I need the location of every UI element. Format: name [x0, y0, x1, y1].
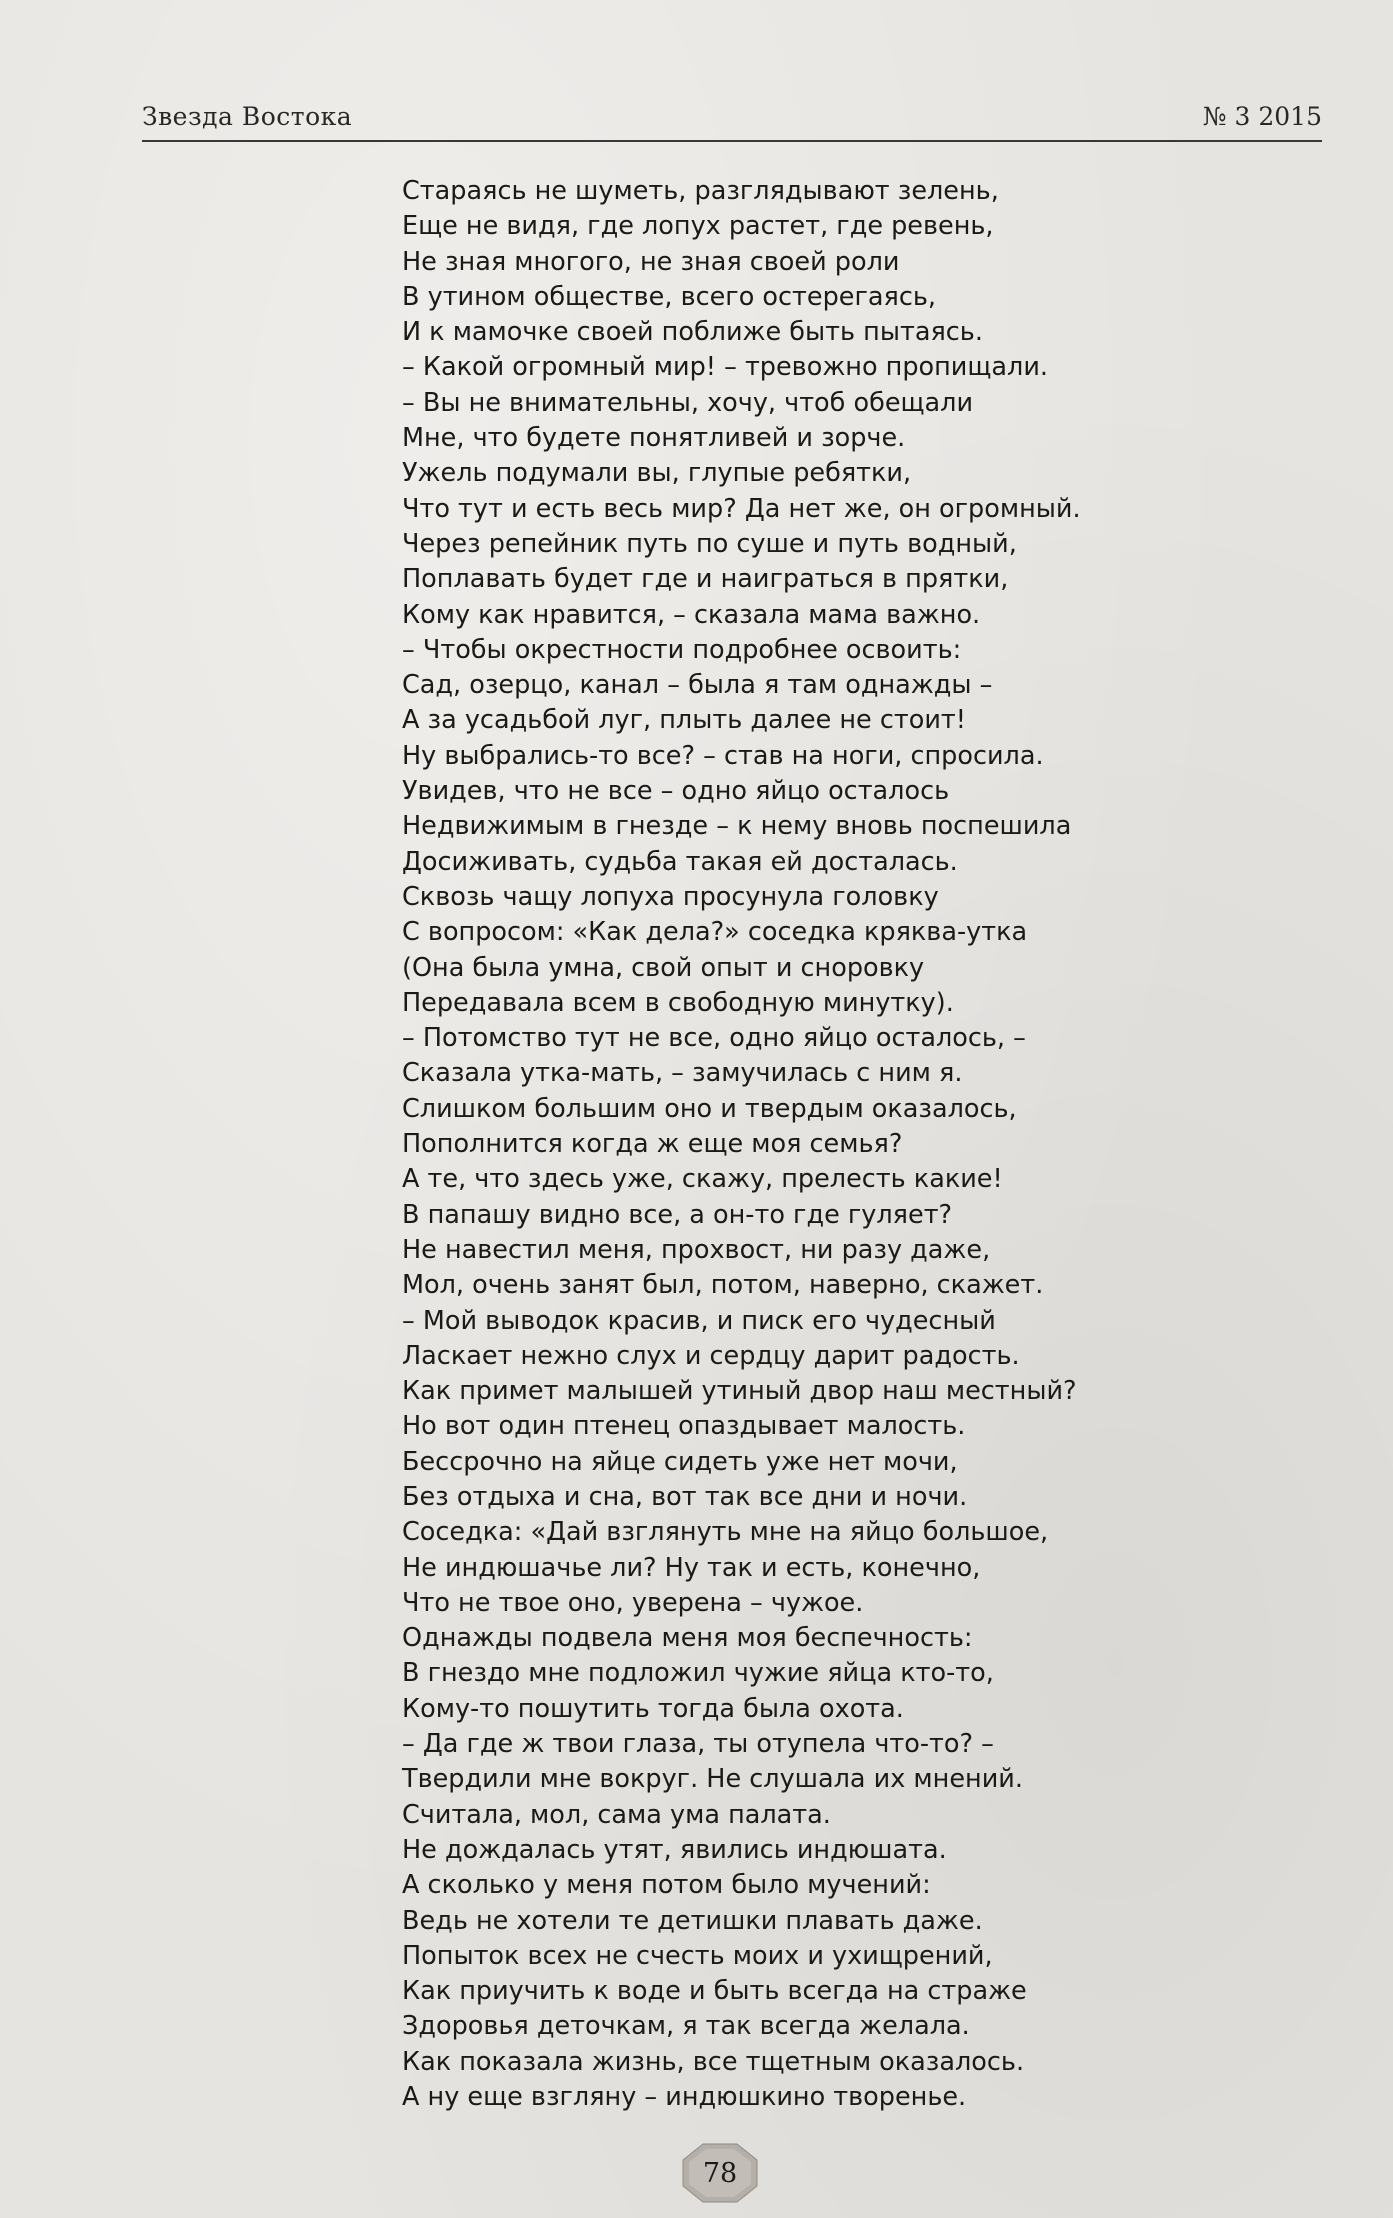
page-number-badge: [681, 2142, 759, 2204]
poem-line: (Она была умна, свой опыт и сноровку: [402, 952, 925, 983]
poem-line: Без отдыха и сна, вот так все дни и ночи.: [402, 1481, 968, 1512]
poem-line: Ну выбрались-то все? – став на ноги, спросила.: [402, 740, 1044, 771]
poem-line: Не зная многого, не зная своей роли: [402, 246, 900, 277]
poem-line: Но вот один птенец опаздывает малость.: [402, 1411, 966, 1442]
poem-line: Стараясь не шуметь, разглядывают зелень,: [402, 176, 999, 206]
poem-line: В утином обществе, всего остерегаясь,: [402, 281, 936, 312]
poem-line: Что не твое оно, уверена – чужое.: [402, 1587, 864, 1618]
poem-line: Поплавать будет где и наиграться в прятки,: [402, 564, 1009, 595]
poem-line: Однажды подвела меня моя беспечность:: [402, 1623, 973, 1654]
poem-line: И к мамочке своей поближе быть пытаясь.: [402, 317, 983, 348]
poem-line: Мне, что будете понятливей и зорче.: [402, 423, 906, 454]
poem-line: С вопросом: «Как дела?» соседка кряква-утка: [402, 917, 1028, 948]
poem-line: Ласкает нежно слух и сердцу дарит радость.: [402, 1340, 1020, 1371]
poem-line: А те, что здесь уже, скажу, прелесть какие!: [402, 1164, 1003, 1195]
poem-line: Увидев, что не все – одно яйцо осталось: [402, 776, 950, 807]
poem-line: Кому-то пошутить тогда была охота.: [402, 1693, 904, 1724]
poem-line: А за усадьбой луг, плыть далее не стоит!: [402, 705, 966, 736]
poem-line: Не дождалась утят, явились индюшата.: [402, 1834, 947, 1865]
poem-line: В гнездо мне подложил чужие яйца кто-то,: [402, 1658, 994, 1689]
poem-line: Через репейник путь по суше и путь водный,: [402, 528, 1017, 559]
poem-line: Еще не видя, где лопух растет, где ревень,: [402, 211, 994, 242]
page-number: 78: [702, 2158, 738, 2189]
poem-line: Как примет малышей утиный двор наш местный?: [402, 1376, 1077, 1407]
poem-line: Твердили мне вокруг. Не слушала их мнений.: [402, 1764, 1023, 1795]
poem-line: А сколько у меня потом было мучений:: [402, 1870, 931, 1901]
poem-line: – Какой огромный мир! – тревожно пропищали.: [402, 352, 1048, 383]
poem-line: – Мой выводок красив, и писк его чудесный: [402, 1305, 996, 1336]
poem-line: Не индюшачье ли? Ну так и есть, конечно,: [402, 1552, 981, 1583]
poem-line: Не навестил меня, прохвост, ни разу даже,: [402, 1234, 991, 1265]
poem-line: Здоровья деточкам, я так всегда желала.: [402, 2011, 970, 2042]
poem-line: – Чтобы окрестности подробнее освоить:: [402, 634, 962, 665]
poem-line: Соседка: «Дай взглянуть мне на яйцо большое,: [402, 1517, 1049, 1548]
journal-title: Звезда Востока: [142, 102, 353, 131]
poem-line: Ужель подумали вы, глупые ребятки,: [402, 458, 912, 489]
issue-number: № 3 2015: [1202, 102, 1322, 131]
poem-line: Сад, озерцо, канал – была я там однажды –: [402, 670, 993, 701]
poem-line: Бессрочно на яйце сидеть уже нет мочи,: [402, 1446, 958, 1477]
poem-line: Сказала утка-мать, – замучилась с ним я.: [402, 1058, 963, 1089]
poem-line: Передавала всем в свободную минутку).: [402, 987, 954, 1018]
poem-line: – Вы не внимательны, хочу, чтоб обещали: [402, 387, 974, 418]
poem-line: – Да где ж твои глаза, ты отупела что-то? –: [402, 1729, 994, 1760]
poem-line: Попыток всех не счесть моих и ухищрений,: [402, 1940, 993, 1971]
header-rule: [142, 140, 1322, 142]
poem-line: Считала, мол, сама ума палата.: [402, 1799, 831, 1830]
poem-line: Недвижимым в гнезде – к нему вновь поспешила: [402, 811, 1072, 842]
poem-line: Как приучить к воде и быть всегда на страже: [402, 1976, 1027, 2007]
poem-line: А ну еще взгляну – индюшкино творенье.: [402, 2082, 967, 2113]
poem-line: Что тут и есть весь мир? Да нет же, он огромный.: [402, 493, 1081, 524]
poem-text: [402, 174, 1122, 2115]
poem-line: Как показала жизнь, все тщетным оказалось.: [402, 2046, 1025, 2077]
poem-line: Ведь не хотели те детишки плавать даже.: [402, 1905, 983, 1936]
poem-line: Мол, очень занят был, потом, наверно, скажет.: [402, 1270, 1044, 1301]
poem-line: Слишком большим оно и твердым оказалось,: [402, 1093, 1017, 1124]
poem-line: Досиживать, судьба такая ей досталась.: [402, 846, 958, 877]
poem-line: Сквозь чащу лопуха просунула головку: [402, 881, 939, 912]
running-header: [142, 102, 1322, 142]
poem-line: В папашу видно все, а он-то где гуляет?: [402, 1199, 953, 1230]
poem-line: Кому как нравится, – сказала мама важно.: [402, 599, 981, 630]
poem-line: Пополнится когда ж еще моя семья?: [402, 1129, 903, 1160]
poem-line: – Потомство тут не все, одно яйцо осталось, –: [402, 1023, 1026, 1054]
